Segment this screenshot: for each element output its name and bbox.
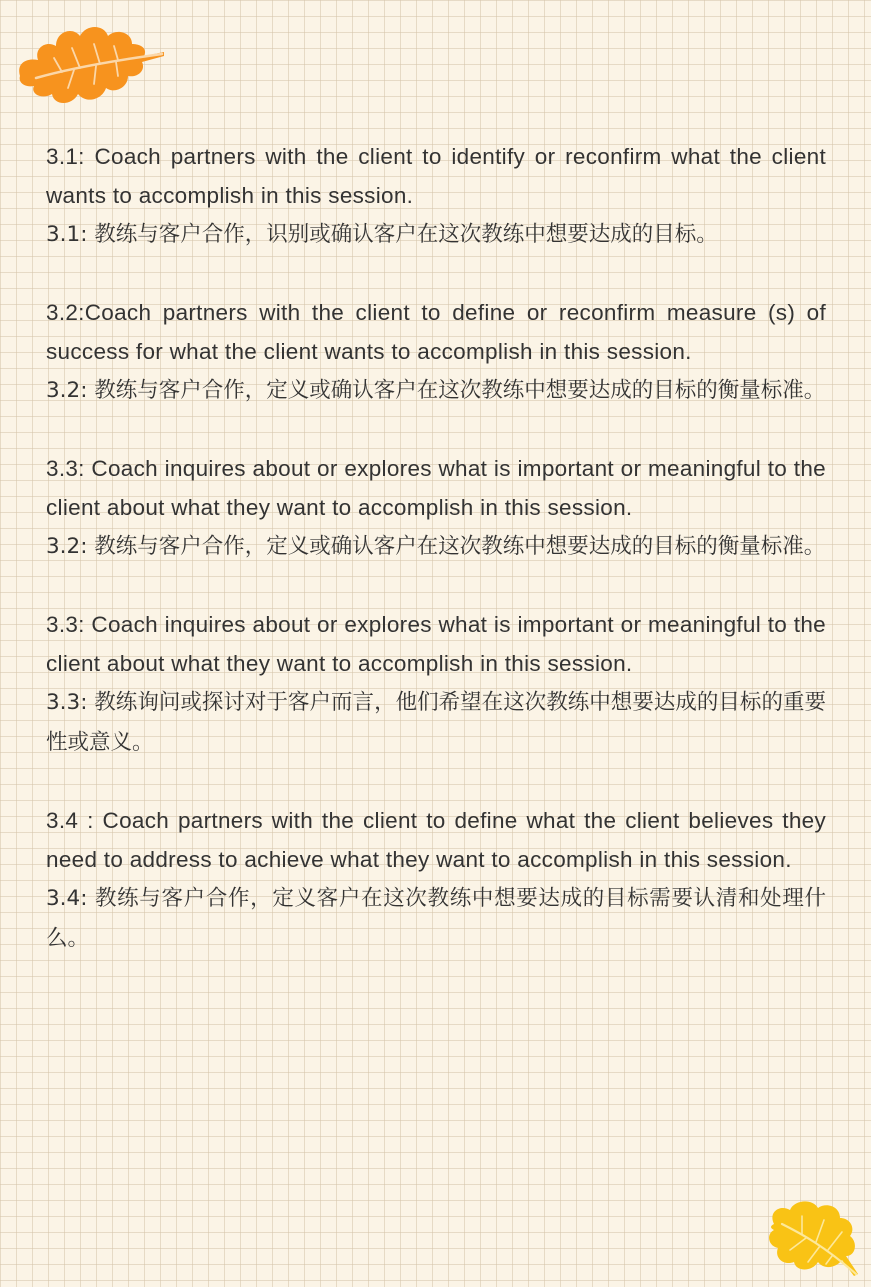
document-body <box>46 137 826 997</box>
section-3-2 <box>46 293 826 411</box>
chinese-text: 3.2: 教练与客户合作，定义或确认客户在这次教练中想要达成的目标的衡量标准。 <box>46 534 826 559</box>
chinese-text: 3.4: 教练与客户合作，定义客户在这次教练中想要达成的目标需要认清和处理什么。 <box>46 886 826 951</box>
section-3-3-b <box>46 605 826 763</box>
english-text: 3.2:Coach partners with the client to define or reconfirm measure (s) of success for what the client wants to accomplish in this session. <box>46 300 826 364</box>
section-3-3-a <box>46 449 826 567</box>
section-3-1 <box>46 137 826 255</box>
orange-leaf-icon <box>14 18 170 110</box>
english-text: 3.3: Coach inquires about or explores what is important or meaningful to the client about what they want to accomplish in this session. <box>46 456 826 520</box>
english-text: 3.1: Coach partners with the client to identify or reconfirm what the client wants to accomplish in this session. <box>46 144 826 208</box>
chinese-text: 3.1: 教练与客户合作，识别或确认客户在这次教练中想要达成的目标。 <box>46 222 718 247</box>
section-3-4 <box>46 801 826 959</box>
english-text: 3.4 : Coach partners with the client to define what the client believes they need to address to achieve what they want to accomplish in this session. <box>46 808 826 872</box>
english-text: 3.3: Coach inquires about or explores what is important or meaningful to the client about what they want to accomplish in this session. <box>46 612 826 676</box>
chinese-text: 3.2: 教练与客户合作，定义或确认客户在这次教练中想要达成的目标的衡量标准。 <box>46 378 826 403</box>
chinese-text: 3.3: 教练询问或探讨对于客户而言，他们希望在这次教练中想要达成的目标的重要性或意义。 <box>46 690 826 755</box>
yellow-leaf-icon <box>762 1198 862 1280</box>
